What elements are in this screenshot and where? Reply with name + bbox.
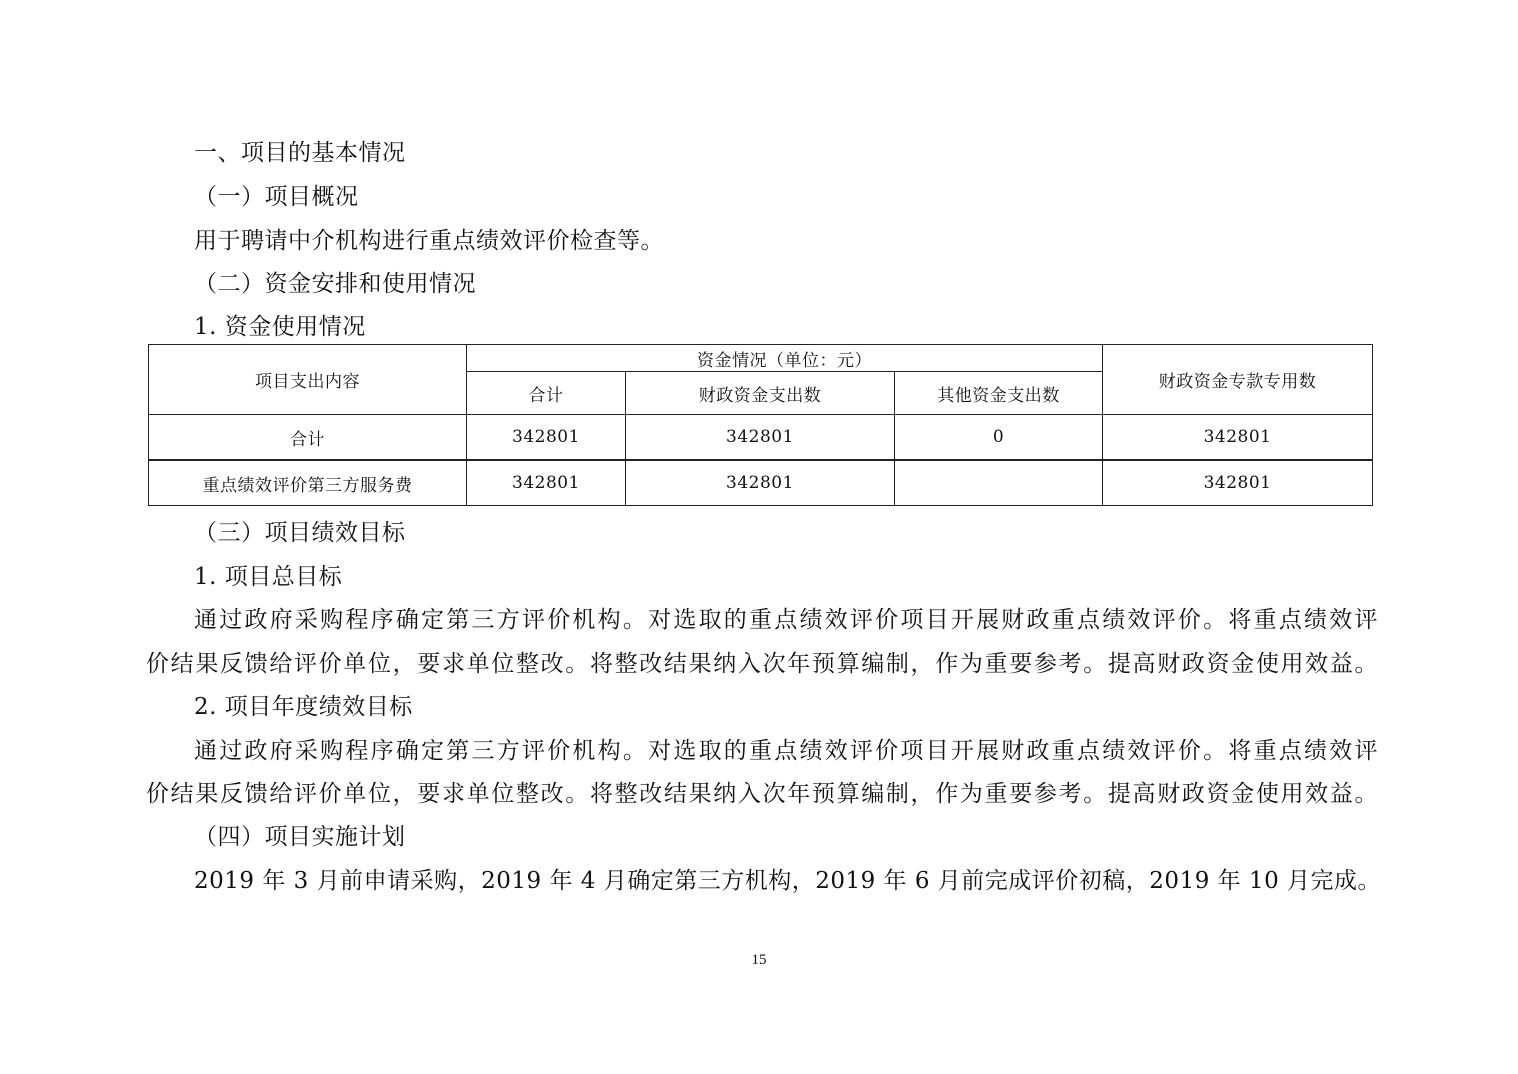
item-annual-goal: 2. 项目年度绩效目标	[194, 694, 413, 720]
subheading-implementation-plan: （四）项目实施计划	[194, 824, 406, 850]
cell-other	[895, 460, 1103, 506]
cell-content: 重点绩效评价第三方服务费	[149, 460, 467, 506]
section-heading-basic-info: 一、项目的基本情况	[194, 140, 406, 166]
page-number: 15	[751, 952, 767, 968]
subheading-project-overview: （一）项目概况	[194, 184, 359, 210]
header-special: 财政资金专款专用数	[1103, 345, 1373, 415]
header-fiscal: 财政资金支出数	[626, 372, 895, 415]
paragraph-annual-goal-line2: 价结果反馈给评价单位，要求单位整改。将整改结果纳入次年预算编制，作为重要参考。提高财政资金使用效益。	[146, 781, 1378, 807]
cell-total: 342801	[467, 460, 626, 506]
table-row	[149, 460, 1373, 506]
subheading-performance-goals: （三）项目绩效目标	[194, 520, 406, 546]
paragraph-overall-goal-line2: 价结果反馈给评价单位，要求单位整改。将整改结果纳入次年预算编制，作为重要参考。提高财政资金使用效益。	[146, 651, 1378, 677]
fund-usage-table	[148, 344, 1373, 506]
item-fund-usage: 1. 资金使用情况	[194, 314, 366, 340]
cell-special: 342801	[1103, 460, 1373, 506]
header-fund-group: 资金情况（单位：元）	[467, 345, 1103, 372]
cell-other: 0	[895, 415, 1103, 461]
paragraph-project-overview: 用于聘请中介机构进行重点绩效评价检查等。	[194, 228, 664, 254]
cell-fiscal: 342801	[626, 415, 895, 461]
paragraph-annual-goal-line1: 通过政府采购程序确定第三方评价机构。对选取的重点绩效评价项目开展财政重点绩效评价。将重点绩效评	[194, 738, 1378, 764]
paragraph-implementation-plan: 2019 年 3 月前申请采购，2019 年 4 月确定第三方机构，2019 年 6 月前完成评价初稿，2019 年 10 月完成。	[194, 868, 1382, 894]
cell-special: 342801	[1103, 415, 1373, 461]
paragraph-overall-goal-line1: 通过政府采购程序确定第三方评价机构。对选取的重点绩效评价项目开展财政重点绩效评价。将重点绩效评	[194, 607, 1378, 633]
cell-total: 342801	[467, 415, 626, 461]
header-content: 项目支出内容	[149, 345, 467, 415]
header-total: 合计	[467, 372, 626, 415]
header-other: 其他资金支出数	[895, 372, 1103, 415]
subheading-fund-arrangement: （二）资金安排和使用情况	[194, 271, 476, 297]
table-row	[149, 415, 1373, 461]
item-overall-goal: 1. 项目总目标	[194, 564, 343, 590]
cell-fiscal: 342801	[626, 460, 895, 506]
table-header-row	[149, 345, 1373, 372]
cell-content: 合计	[149, 415, 467, 461]
